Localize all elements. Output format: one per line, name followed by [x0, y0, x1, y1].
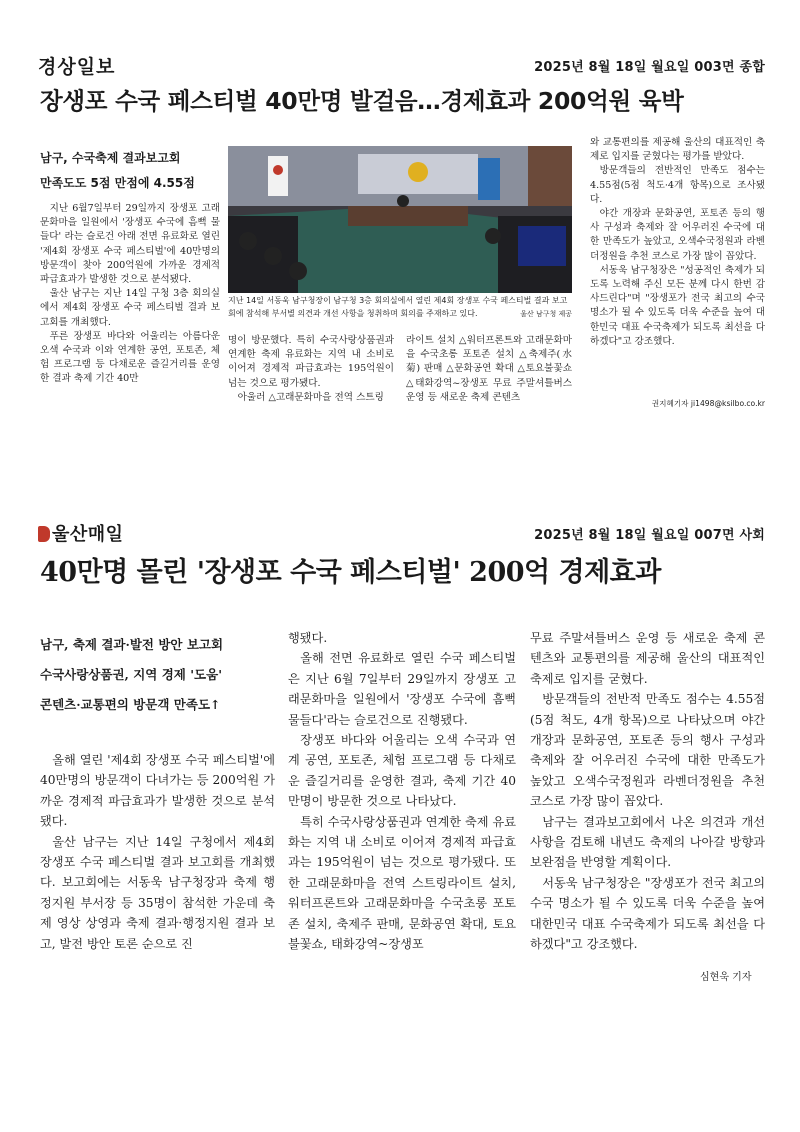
subhead-3: 콘텐츠·교통편의 방문객 만족도↑ — [40, 697, 221, 712]
subheads-article1 — [40, 146, 220, 196]
masthead-ulsan-text: 울산매일 — [52, 524, 124, 545]
paragraph: 올해 열린 '제4회 장생포 수국 페스티벌'에 40만명의 방문객이 다녀가는 등 200억원 가까운 경제적 파급효과가 발생한 것으로 분석됐다. — [40, 753, 275, 829]
paragraph: 방문객들의 전반적인 만족도 점수는 4.55점(5점 척도·4개 항목)으로 조사됐다. — [590, 165, 765, 205]
paragraph: 특히 수국사랑상품권과 연계한 축제 유료화는 지역 내 소비로 이어져 경제적 파급효과는 195억원이 넘는 것으로 평가됐다. 또한 고래문화마을 전역 스트링라이트 설치, 워터프론트와 고래문화마을 수국초롱 포토존 설치, 축제주 판매, 문화공연 확대, 토요 불꽃쇼, 태화강역~장생포 — [288, 814, 516, 952]
article1-col3 — [406, 334, 572, 408]
paragraph: 지난 6월7일부터 29일까지 장생포 고래문화마을 일원에서 '장생포 수국에 흠뻑 물들다' 라는 슬로건 아래 전면 유료화로 열린 '제4회 장생포 수국 페스티벌'에 40만명의 방문객이 찾아 200억원에 가까운 경제적 파급효과가 발생한 것으로 분석됐다. — [40, 203, 220, 286]
paragraph: 야간 개장과 문화공연, 포토존 등의 행사 구성과 축제와 잘 어우러진 수국에 대한 만족도가 높았고, 오색수국정원과 라벤더정원을 추천 코스로 가장 많이 꼽았다. — [590, 208, 765, 262]
article2-col2 — [288, 628, 516, 968]
masthead-ulsan — [38, 520, 124, 546]
headline-article2: 40만명 몰린 '장생포 수국 페스티벌' 200억 경제효과 — [40, 557, 661, 588]
article2-col1 — [40, 750, 275, 965]
paragraph: 서동욱 남구청장은 "성공적인 축제가 되도록 노력해 주신 모든 분께 다시 한번 감사드린다"며 "장생포가 전국 최고의 수국 명소가 될 수 있도록 더욱 수준을 높여 대한민국 대표 수국축제가 되도록 최선을 다하겠다"고 강조했다. — [590, 264, 765, 347]
paragraph: 와 교통편의를 제공해 울산의 대표적인 축제로 입지를 굳혔다는 평가를 받았다. — [590, 137, 765, 163]
subhead-1: 남구, 축제 결과·발전 방안 보고회 — [40, 637, 224, 652]
paragraph: 서동욱 남구청장은 "장생포가 전국 최고의 수국 명소가 될 수 있도록 더욱 수준을 높여 대한민국 대표 수국축제가 되도록 최선을 다하겠다"고 강조했다. — [530, 875, 765, 952]
caption-text: 지난 14일 서동욱 남구청장이 남구청 3층 회의실에서 열린 제4회 장생포 수국 페스티벌 결과 보고회에 참석해 부서별 의견과 개선 사항을 청취하며 회의를 주재하고 있다. — [228, 296, 568, 318]
masthead-gyeongsang: 경상일보 — [38, 56, 116, 78]
paragraph: 올해 전면 유료화로 열린 수국 페스티벌은 지난 6월 7일부터 29일까지 장생포 고래문화마을 일원에서 '장생포 수국에 흠뻑 물들다'라는 슬로건으로 진행됐다. — [288, 651, 516, 727]
article2-col3 — [530, 628, 765, 968]
subhead-1: 남구, 수국축제 결과보고회 — [40, 151, 181, 165]
paragraph: 방문객들의 전반적 만족도 점수는 4.55점(5점 척도, 4개 항목)으로 나타났으며 야간개장과 문화공연, 포토존 등의 행사 구성과 축제와 잘 어우러진 수국에 대한 만족도가 높았고 오색수국정원과 라벤더정원을 추천 코스로 가장 많이 꼽았다. — [530, 692, 765, 809]
headline-article1: 장생포 수국 페스티벌 40만명 발걸음…경제효과 200억원 육박 — [40, 87, 684, 115]
subhead-2: 수국사랑상품권, 지역 경제 '도움' — [40, 667, 223, 682]
ulsan-maeil-logo-icon — [38, 526, 50, 542]
paragraph: 울산 남구는 지난 14일 구청에서 제4회 장생포 수국 페스티벌 결과 보고회를 개최했다. 보고회에는 서동욱 남구청장과 축제 행정지원 부서장 등 35명이 참석한 가운데 축제 영상 상영과 축제 결과·행정지원 결과 보고, 발전 방안 토론 순으로 진 — [40, 834, 275, 951]
photo-credit: 울산 남구청 제공 — [520, 309, 572, 318]
paragraph: 장생포 바다와 어울리는 오색 수국과 연계 공연, 포토존, 체험 프로그램 등 다채로운 즐길거리를 운영한 결과, 축제 기간 40만명이 방문한 것으로 나타났다. — [288, 733, 516, 809]
paragraph: 무료 주말셔틀버스 운영 등 새로운 축제 콘텐츠와 교통편의를 제공해 울산의 대표적인 축제로 입지를 굳혔다. — [530, 631, 765, 686]
dateline-article1: 2025년 8월 18일 월요일 003면 종합 — [534, 60, 765, 75]
meeting-photo-illustration — [228, 146, 572, 293]
paragraph: 푸른 장생포 바다와 어울리는 아름다운 오색 수국과 이와 연계한 공연, 포토존, 체험 프로그램 등 다채로운 즐길거리를 운영한 결과 축제 기간 40만 — [40, 330, 220, 385]
subhead-2: 만족도도 5점 만점에 4.55점 — [40, 176, 195, 190]
paragraph: 명이 방문했다. 특히 수국사랑상품권과 연계한 축제 유료화는 지역 내 소비로 이어져 경제적 파급효과는 195억원이 넘는 것으로 평가됐다. — [228, 335, 394, 389]
article1-col4 — [590, 136, 765, 398]
byline-article2: 심현욱 기자 — [700, 972, 752, 983]
paragraph: 행됐다. — [288, 631, 328, 645]
paragraph: 라이트 설치 △워터프론트와 고래문화마을 수국초롱 포토존 설치 △축제주(水菊) 판매 △문화공연 확대 △토요불꽃쇼 △태화강역~장생포 무료 주말셔틀버스 운영 등 새로운 축제 콘텐츠 — [406, 335, 572, 403]
photo-caption — [228, 295, 572, 320]
paragraph: 울산 남구는 지난 14일 구청 3층 회의실에서 제4회 장생포 수국 페스티벌 결과 보고회를 개최했다. — [40, 288, 220, 328]
subheads-article2 — [40, 630, 280, 720]
dateline-article2: 2025년 8월 18일 월요일 007면 사회 — [534, 528, 765, 543]
meeting-photo — [228, 146, 572, 293]
article1-col1 — [40, 202, 220, 402]
article1-col2 — [228, 334, 394, 408]
paragraph: 남구는 결과보고회에서 나온 의견과 개선 사항을 검토해 내년도 축제의 나아갈 방향과 보완점을 반영할 계획이다. — [530, 814, 765, 870]
byline-article1: 권지혜기자 ji1498@ksilbo.co.kr — [651, 399, 765, 408]
paragraph: 아울러 △고래문화마을 전역 스트링 — [237, 391, 384, 403]
